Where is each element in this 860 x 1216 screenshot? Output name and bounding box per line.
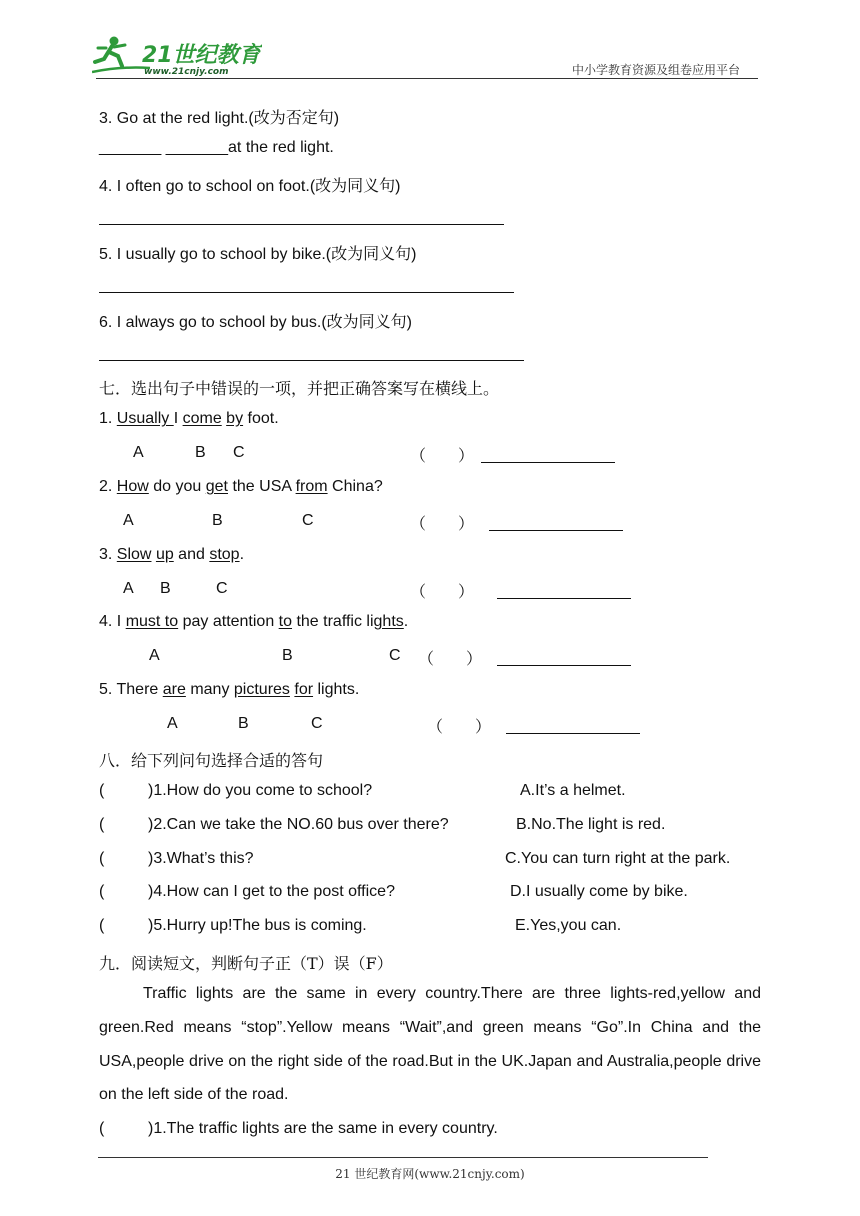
s6-q4-answer-line[interactable] [99,224,504,225]
s8-answer-d: D.I usually come by bike. [510,883,688,900]
s8-q5-text: )5.Hurry up!The bus is coming. [148,917,367,934]
underlined-option-a: How [116,478,149,495]
s7-1-letter-c: C [233,444,245,461]
s7-2-answer-paren[interactable]: （ ） [410,514,475,533]
s7-5-correction-line[interactable] [506,733,640,734]
underlined-option-c: by [226,410,244,427]
logo-text: 21世纪教育 [142,43,261,68]
footer-text: 21 世纪教育网(www.21cnjy.com) [335,1167,525,1181]
s9-q1-text: )1.The traffic lights are the same in every country. [148,1120,498,1137]
s6-q3: 3. Go at the red light.(改为否定句) [99,110,340,127]
s7-sentence-4: 4. I must to pay attention to the traffic lights. [99,613,409,630]
s8-q2-text: )2.Can we take the NO.60 bus over there? [148,816,449,833]
s7-2-letter-c: C [302,512,314,529]
passage-text: Traffic lights are the same in every country.There are three lights-red,yellow and green.Red means “stop”.Yellow means “Wait”,and green means “Go”.In China and the USA,people drive on the right side of the road.But in the UK.Japan and Australia,people drive on the left side of the road. [99,985,761,1104]
s7-3-letter-c: C [216,580,228,597]
section7-heading: 七．选出句子中错误的一项，并把正确答案写在横线上。 [99,379,500,398]
underlined-option-a: are [162,681,186,698]
section9-heading: 九．阅读短文，判断句子正（T）误（F） [99,954,393,973]
header-divider [96,78,758,79]
s8-q1-paren[interactable]: ( [99,782,105,799]
s7-4-answer-paren[interactable]: （ ） [418,649,483,668]
s7-4-letter-b: B [282,647,293,664]
s7-sentence-1: 1. Usually I come by foot. [99,410,279,427]
logo-url: www.21cnjy.com [144,67,229,77]
s7-3-answer-paren[interactable]: （ ） [410,582,475,601]
s7-5-letter-a: A [167,715,178,732]
s7-1-answer-paren[interactable]: （ ） [410,446,475,465]
underlined-option-a: must to [125,613,179,630]
s8-answer-e: E.Yes,you can. [515,917,622,934]
s7-3-correction-line[interactable] [497,598,631,599]
s6-q5-answer-line[interactable] [99,292,514,293]
underlined-option-c: ghts [373,613,404,630]
s7-5-answer-paren[interactable]: （ ） [427,717,492,736]
s7-1-correction-line[interactable] [481,462,615,463]
s9-q1-paren[interactable]: ( [99,1120,105,1137]
s7-1-letter-a: A [133,444,144,461]
s6-q6: 6. I always go to school by bus.(改为同义句) [99,314,413,331]
s7-1-letter-b: B [195,444,206,461]
s6-q3-answer: _______ _______at the red light. [99,139,334,156]
s8-q3-text: )3.What’s this? [148,850,254,867]
underlined-option-b: get [205,478,228,495]
s8-answer-c: C.You can turn right at the park. [505,850,731,867]
s7-sentence-3: 3. Slow up and stop. [99,546,245,563]
underlined-option-a: Usually [116,410,174,427]
s7-2-letter-a: A [123,512,134,529]
s8-q5-paren[interactable]: ( [99,917,105,934]
underlined-option-b: pictures [233,681,290,698]
platform-name: 中小学教育资源及组卷应用平台 [572,63,741,77]
s8-q2-paren[interactable]: ( [99,816,105,833]
s8-answer-b: B.No.The light is red. [516,816,666,833]
s7-2-letter-b: B [212,512,223,529]
s7-4-letter-a: A [149,647,160,664]
underlined-option-c: for [294,681,314,698]
s7-3-letter-b: B [160,580,171,597]
underlined-option-c: stop [209,546,240,563]
s8-q3-paren[interactable]: ( [99,850,105,867]
s8-answer-a: A.It’s a helmet. [520,782,626,799]
s7-4-correction-line[interactable] [497,665,631,666]
s7-4-letter-c: C [389,647,401,664]
underlined-option-b: to [278,613,293,630]
site-logo [92,32,262,80]
s8-q4-paren[interactable]: ( [99,883,105,900]
s7-sentence-2: 2. How do you get the USA from China? [99,478,383,495]
s7-3-letter-a: A [123,580,134,597]
s7-2-correction-line[interactable] [489,530,623,531]
s6-q6-answer-line[interactable] [99,360,524,361]
s8-q4-text: )4.How can I get to the post office? [148,883,395,900]
s8-q1-text: )1.How do you come to school? [148,782,373,799]
underlined-option-b: come [182,410,222,427]
underlined-option-a: Slow [116,546,152,563]
s6-q4: 4. I often go to school on foot.(改为同义句) [99,178,401,195]
s6-q5: 5. I usually go to school by bike.(改为同义句) [99,246,417,263]
reading-passage [99,977,761,1112]
underlined-option-c: from [295,478,328,495]
section8-heading: 八．给下列问句选择合适的答句 [99,751,324,770]
s7-sentence-5: 5. There are many pictures for lights. [99,681,360,698]
s7-5-letter-b: B [238,715,249,732]
footer-divider [98,1157,708,1158]
s7-5-letter-c: C [311,715,323,732]
underlined-option-b: up [155,546,174,563]
